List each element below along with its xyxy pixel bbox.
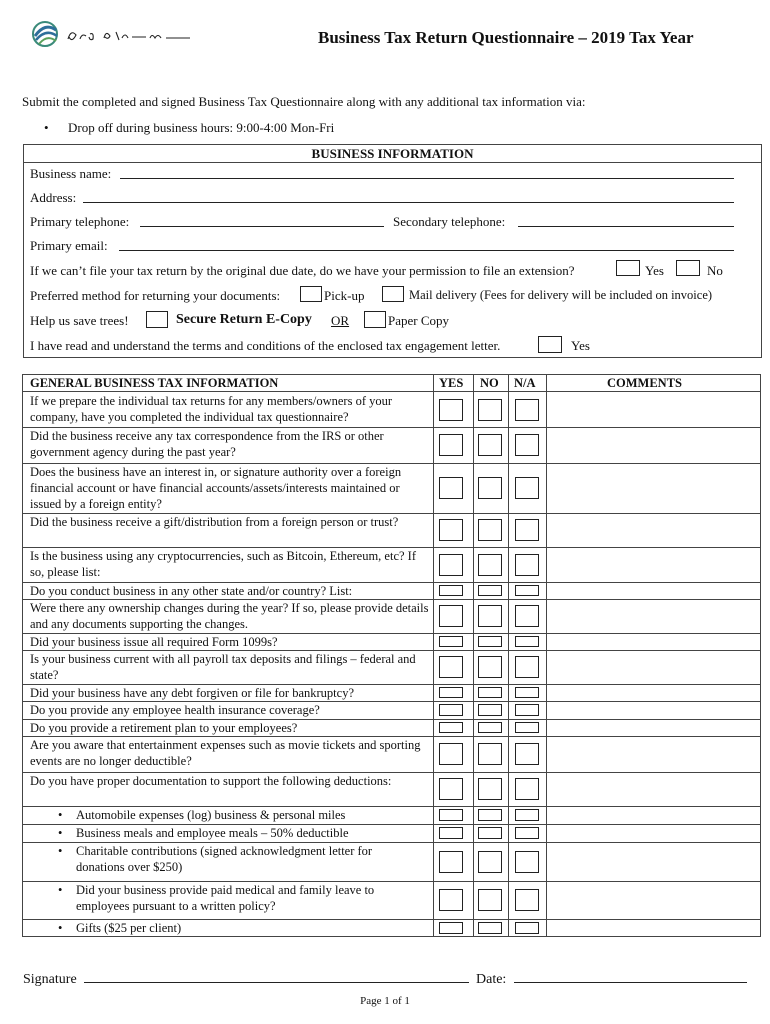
answer-yes-checkbox[interactable] (439, 656, 463, 678)
question-text: Do you provide a retirement plan to your employees? (30, 721, 298, 735)
extension-no-label: No (707, 263, 723, 278)
answer-na-checkbox[interactable] (515, 636, 539, 647)
pickup-label: Pick-up (324, 288, 365, 303)
bullet: • (58, 808, 63, 822)
date-label: Date: (476, 972, 507, 987)
extension-no-checkbox[interactable] (676, 260, 700, 276)
extension-question: If we can’t file your tax return by the original due date, do we have your permission to file an extension? (30, 263, 575, 278)
bullet: • (58, 921, 63, 935)
question-row (30, 720, 430, 736)
comments-cell[interactable] (547, 773, 760, 806)
question-text: Business meals and employee meals – 50% deductible (76, 826, 349, 840)
column-divider (473, 375, 474, 936)
dropoff-text: Drop off during business hours: 9:00-4:00 Mon-Fri (68, 120, 335, 135)
paper-copy-checkbox[interactable] (364, 311, 386, 328)
answer-yes-checkbox[interactable] (439, 477, 463, 499)
col-yes-header: YES (439, 376, 464, 390)
comments-cell[interactable] (547, 920, 760, 937)
answer-yes-checkbox[interactable] (439, 519, 463, 541)
comments-cell[interactable] (547, 737, 760, 772)
answer-na-checkbox[interactable] (515, 704, 539, 716)
col-na-header: N/A (514, 376, 536, 390)
comments-cell[interactable] (547, 464, 760, 513)
question-text: Is your business current with all payroll tax deposits and filings – federal and state? (30, 652, 416, 682)
answer-na-checkbox[interactable] (515, 778, 539, 800)
answer-na-checkbox[interactable] (515, 722, 539, 733)
answer-no-checkbox[interactable] (478, 851, 502, 873)
question-row (30, 651, 430, 683)
document-title: Business Tax Return Questionnaire – 2019 Tax Year (318, 28, 694, 47)
business-information-section (23, 144, 762, 358)
question-row (30, 773, 430, 789)
answer-no-checkbox[interactable] (478, 585, 502, 596)
answer-no-checkbox[interactable] (478, 605, 502, 627)
terms-yes-checkbox[interactable] (538, 336, 562, 353)
question-text: Is the business using any cryptocurrencies, such as Bitcoin, Ethereum, etc? If so, please list: (30, 549, 416, 579)
answer-na-checkbox[interactable] (515, 554, 539, 576)
question-row (30, 548, 430, 580)
answer-no-checkbox[interactable] (478, 889, 502, 911)
answer-na-checkbox[interactable] (515, 743, 539, 765)
col-comments-header: COMMENTS (607, 376, 682, 390)
comments-cell[interactable] (547, 583, 760, 599)
extension-yes-checkbox[interactable] (616, 260, 640, 276)
pickup-checkbox[interactable] (300, 286, 322, 302)
comments-cell[interactable] (547, 651, 760, 684)
answer-no-checkbox[interactable] (478, 519, 502, 541)
column-divider (508, 375, 509, 936)
answer-yes-checkbox[interactable] (439, 827, 463, 839)
primary-email-label: Primary email: (30, 238, 108, 253)
answer-yes-checkbox[interactable] (439, 722, 463, 733)
answer-no-checkbox[interactable] (478, 636, 502, 647)
comments-cell[interactable] (547, 685, 760, 701)
paper-copy-label: Paper Copy (388, 313, 450, 328)
comments-cell[interactable] (547, 702, 760, 719)
answer-na-checkbox[interactable] (515, 687, 539, 698)
col-no-header: NO (480, 376, 499, 390)
section-heading: BUSINESS INFORMATION (311, 146, 474, 161)
answer-na-checkbox[interactable] (515, 519, 539, 541)
answer-yes-checkbox[interactable] (439, 922, 463, 934)
extension-yes-label: Yes (645, 263, 664, 278)
answer-yes-checkbox[interactable] (439, 636, 463, 647)
comments-cell[interactable] (547, 807, 760, 824)
answer-yes-checkbox[interactable] (439, 889, 463, 911)
answer-no-checkbox[interactable] (478, 704, 502, 716)
question-row (30, 583, 430, 599)
comments-cell[interactable] (547, 843, 760, 881)
question-row (30, 428, 430, 460)
save-trees-label: Help us save trees! (30, 313, 129, 328)
answer-na-checkbox[interactable] (515, 827, 539, 839)
date-row (476, 970, 747, 988)
question-row (30, 514, 430, 530)
answer-no-checkbox[interactable] (478, 399, 502, 421)
answer-no-checkbox[interactable] (478, 477, 502, 499)
question-text: Gifts ($25 per client) (76, 921, 182, 935)
answer-yes-checkbox[interactable] (439, 809, 463, 821)
question-row (30, 393, 430, 425)
answer-yes-checkbox[interactable] (439, 605, 463, 627)
date-field[interactable] (514, 970, 747, 983)
secondary-telephone-label: Secondary telephone: (393, 214, 506, 229)
question-text: Did the business receive any tax correspondence from the IRS or other government agency during the past year? (30, 429, 384, 459)
address-field[interactable] (83, 190, 734, 203)
comments-cell[interactable] (547, 428, 760, 463)
question-row (30, 702, 430, 718)
address-label: Address: (30, 190, 77, 205)
leaf-globe-logo-icon (30, 18, 205, 52)
comments-cell[interactable] (547, 600, 760, 633)
terms-yes-label: Yes (571, 338, 590, 353)
mail-delivery-checkbox[interactable] (382, 286, 404, 302)
bullet: • (44, 120, 49, 135)
question-text: Did your business have any debt forgiven or file for bankruptcy? (30, 686, 354, 700)
question-text: Did your business provide paid medical and family leave to employees pursuant to a written policy? (76, 883, 375, 913)
answer-no-checkbox[interactable] (478, 922, 502, 934)
answer-yes-checkbox[interactable] (439, 399, 463, 421)
company-logo (30, 18, 205, 52)
mail-delivery-label: Mail delivery (Fees for delivery will be included on invoice) (409, 288, 713, 302)
question-row (30, 600, 430, 632)
question-row (30, 634, 430, 650)
comments-cell[interactable] (547, 825, 760, 842)
answer-na-checkbox[interactable] (515, 399, 539, 421)
signature-row (23, 970, 469, 988)
divider (24, 162, 761, 163)
question-row (30, 685, 430, 701)
answer-no-checkbox[interactable] (478, 554, 502, 576)
comments-cell[interactable] (547, 882, 760, 919)
question-text: Automobile expenses (log) business & personal miles (76, 808, 346, 822)
answer-yes-checkbox[interactable] (439, 687, 463, 698)
answer-na-checkbox[interactable] (515, 585, 539, 596)
bullet: • (58, 826, 63, 840)
answer-no-checkbox[interactable] (478, 809, 502, 821)
answer-na-checkbox[interactable] (515, 605, 539, 627)
comments-cell[interactable] (547, 548, 760, 582)
return-method-label: Preferred method for returning your documents: (30, 288, 281, 303)
answer-no-checkbox[interactable] (478, 827, 502, 839)
question-row (30, 737, 430, 769)
ecopy-checkbox[interactable] (146, 311, 168, 328)
answer-yes-checkbox[interactable] (439, 778, 463, 800)
answer-no-checkbox[interactable] (478, 434, 502, 456)
business-name-field[interactable] (120, 166, 734, 179)
terms-label: I have read and understand the terms and conditions of the enclosed tax engagement letter. (30, 338, 501, 353)
answer-yes-checkbox[interactable] (439, 554, 463, 576)
question-text: Do you have proper documentation to support the following deductions: (30, 774, 392, 788)
table-heading: GENERAL BUSINESS TAX INFORMATION (30, 376, 279, 390)
question-text: Do you provide any employee health insurance coverage? (30, 703, 320, 717)
answer-yes-checkbox[interactable] (439, 743, 463, 765)
answer-yes-checkbox[interactable] (439, 434, 463, 456)
primary-email-field[interactable] (119, 238, 734, 251)
question-text: Are you aware that entertainment expenses such as movie tickets and sporting events are no longer deductible? (30, 738, 421, 768)
answer-na-checkbox[interactable] (515, 922, 539, 934)
submission-instructions: Submit the completed and signed Business Tax Questionnaire along with any additional tax information via: (22, 94, 586, 109)
comments-cell[interactable] (547, 634, 760, 650)
answer-yes-checkbox[interactable] (439, 585, 463, 596)
bullet: • (58, 883, 63, 897)
column-divider (433, 375, 434, 936)
answer-yes-checkbox[interactable] (439, 704, 463, 716)
question-text: Did the business receive a gift/distribution from a foreign person or trust? (30, 515, 399, 529)
answer-no-checkbox[interactable] (478, 656, 502, 678)
primary-telephone-label: Primary telephone: (30, 214, 130, 229)
answer-no-checkbox[interactable] (478, 722, 502, 733)
answer-no-checkbox[interactable] (478, 778, 502, 800)
answer-yes-checkbox[interactable] (439, 851, 463, 873)
secondary-telephone-field[interactable] (518, 214, 734, 227)
signature-label: Signature (23, 972, 77, 987)
business-name-label: Business name: (30, 166, 112, 181)
answer-na-checkbox[interactable] (515, 656, 539, 678)
question-text: Do you conduct business in any other state and/or country? List: (30, 584, 353, 598)
comments-cell[interactable] (547, 393, 760, 427)
signature-field[interactable] (84, 970, 469, 983)
question-text: Does the business have an interest in, or signature authority over a foreign financial account or have financial accounts/assets/interests maintained or issued by a foreign entity? (30, 465, 402, 511)
bullet: • (58, 844, 63, 858)
question-text: If we prepare the individual tax returns for any members/owners of your company, have you completed the individual tax questionnaire? (30, 394, 393, 424)
page-number: Page 1 of 1 (360, 995, 410, 1007)
comments-cell[interactable] (547, 720, 760, 736)
question-row (30, 464, 430, 512)
question-text: Were there any ownership changes during the year? If so, please provide details and any documents supporting the changes. (30, 601, 429, 631)
question-text: Did your business issue all required Form 1099s? (30, 635, 278, 649)
general-business-tax-table (22, 374, 761, 937)
answer-na-checkbox[interactable] (515, 809, 539, 821)
answer-no-checkbox[interactable] (478, 743, 502, 765)
primary-telephone-field[interactable] (140, 214, 384, 227)
question-text: Charitable contributions (signed acknowledgment letter for donations over $250) (76, 844, 373, 874)
answer-no-checkbox[interactable] (478, 687, 502, 698)
header-divider (23, 391, 760, 392)
answer-na-checkbox[interactable] (515, 851, 539, 873)
comments-cell[interactable] (547, 514, 760, 547)
answer-na-checkbox[interactable] (515, 434, 539, 456)
or-label: OR (331, 313, 350, 328)
answer-na-checkbox[interactable] (515, 477, 539, 499)
answer-na-checkbox[interactable] (515, 889, 539, 911)
ecopy-label: Secure Return E-Copy (176, 312, 312, 327)
